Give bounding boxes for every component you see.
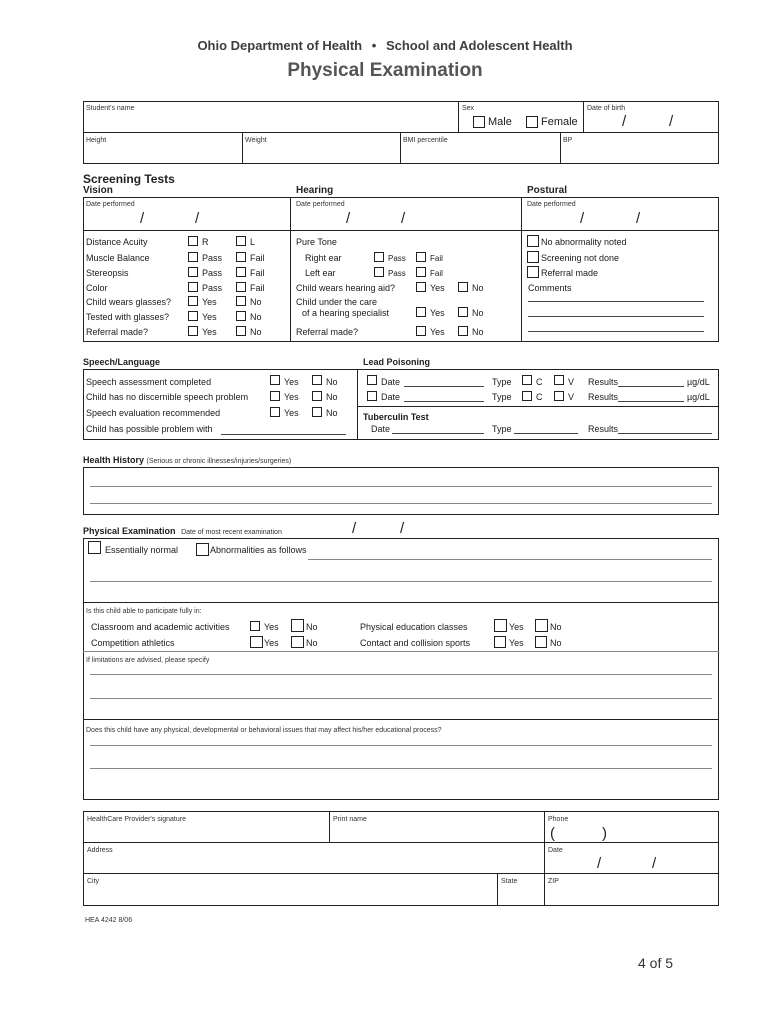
provider-date-slash: /	[597, 855, 602, 872]
contact-yes-checkbox[interactable]	[494, 636, 506, 648]
divider	[83, 602, 719, 603]
vision-opt-b: Fail	[250, 253, 265, 263]
competition-yes-checkbox[interactable]	[250, 636, 263, 648]
height-label: Height	[86, 137, 107, 144]
vision-checkbox-a[interactable]	[188, 311, 198, 321]
zip-label: ZIP	[548, 878, 559, 885]
lead-date-checkbox[interactable]	[367, 375, 377, 385]
postural-title: Postural	[527, 185, 568, 196]
pure-tone-label: Pure Tone	[296, 237, 337, 247]
lead-date-line[interactable]	[404, 401, 484, 402]
phone-paren: (	[550, 825, 555, 842]
contact-no-checkbox[interactable]	[535, 636, 547, 648]
classroom-yes-checkbox[interactable]	[250, 621, 260, 631]
vision-row-label: Tested with glasses?	[86, 312, 170, 322]
health-history-subtitle: (Serious or chronic illnesses/injuries/surgeries)	[146, 458, 292, 465]
divider	[329, 811, 330, 842]
vision-opt-b: Fail	[250, 283, 265, 293]
speech-row-label: Speech evaluation recommended	[86, 408, 221, 418]
divider	[560, 132, 561, 164]
exam-date-slash: /	[400, 520, 405, 537]
yes-label: Yes	[264, 622, 279, 632]
phone-label: Phone	[548, 816, 569, 823]
vision-checkbox-b[interactable]	[236, 282, 246, 292]
screening-not-done-checkbox[interactable]	[527, 251, 539, 263]
vision-title: Vision	[83, 185, 113, 196]
divider	[400, 132, 401, 164]
no-label: No	[326, 408, 338, 418]
under-care-label: Child under the care	[296, 297, 378, 307]
comments-line[interactable]	[528, 331, 704, 332]
header-line1: Ohio Department of Health	[197, 38, 363, 53]
lead-results-label: Results	[588, 377, 619, 387]
female-checkbox[interactable]	[526, 116, 538, 128]
exam-heading	[83, 526, 282, 538]
lead-c-label: C	[536, 377, 543, 387]
postural-date-slash: /	[580, 210, 585, 227]
page-title: Physical Examination	[287, 60, 483, 81]
postural-referral-label: Referral made	[541, 268, 599, 278]
health-history-title: Health History	[83, 455, 145, 465]
right-ear-fail-checkbox[interactable]	[416, 252, 426, 262]
pe-yes-checkbox[interactable]	[494, 619, 507, 632]
screening-title: Screening Tests	[83, 172, 175, 186]
divider	[83, 719, 719, 720]
speech-possible-label: Child has possible problem with	[86, 424, 213, 434]
no-abnormality-label: No abnormality noted	[541, 237, 627, 247]
health-history-box[interactable]	[83, 467, 719, 515]
vision-checkbox-a[interactable]	[188, 282, 198, 292]
comments-line[interactable]	[528, 301, 704, 302]
vision-opt-b: L	[250, 237, 256, 247]
no-abnormality-checkbox[interactable]	[527, 235, 539, 247]
exam-title: Physical Examination	[83, 526, 176, 536]
yes-label: Yes	[430, 327, 445, 337]
lead-results-label: Results	[588, 392, 619, 402]
speech-possible-line[interactable]	[221, 434, 346, 435]
lead-title: Lead Poisoning	[363, 357, 431, 367]
vision-checkbox-b[interactable]	[236, 311, 246, 321]
form-id: HEA 4242 8/06	[85, 917, 133, 924]
hearing-referral-label: Referral made?	[296, 327, 359, 337]
postural-date-label: Date performed	[527, 201, 576, 208]
divider	[497, 873, 498, 906]
vision-checkbox-a[interactable]	[188, 296, 198, 306]
lead-v-label: V	[568, 392, 575, 402]
vision-checkbox-a[interactable]	[188, 326, 198, 336]
vision-checkbox-b[interactable]	[236, 236, 246, 246]
vision-opt-a: R	[202, 237, 209, 247]
weight-label: Weight	[245, 137, 267, 144]
lead-results-line[interactable]	[618, 386, 684, 387]
abnormalities-line[interactable]	[90, 581, 712, 582]
hearing-aid-label: Child wears hearing aid?	[296, 283, 396, 293]
under-care-label-2: of a hearing specialist	[302, 308, 390, 318]
vision-checkbox-a[interactable]	[188, 252, 198, 262]
header-line2: School and Adolescent Health	[385, 38, 573, 53]
fail-label: Fail	[430, 269, 443, 278]
divider	[357, 369, 358, 440]
pass-label: Pass	[388, 269, 406, 278]
speech-yes-checkbox[interactable]	[270, 391, 280, 401]
tb-type-label: Type	[492, 424, 512, 434]
classroom-no-checkbox[interactable]	[291, 619, 304, 632]
hearing-referral-yes-checkbox[interactable]	[416, 326, 426, 336]
hearing-aid-yes-checkbox[interactable]	[416, 282, 426, 292]
provider-box	[83, 811, 719, 906]
print-name-label: Print name	[333, 816, 367, 823]
abnormalities-line[interactable]	[308, 559, 712, 560]
essentially-normal-checkbox[interactable]	[88, 541, 101, 554]
hearing-title: Hearing	[296, 185, 334, 196]
right-ear-pass-checkbox[interactable]	[374, 252, 384, 262]
left-ear-label: Left ear	[305, 268, 336, 278]
tb-results-line[interactable]	[618, 433, 712, 434]
comments-label: Comments	[528, 283, 572, 293]
postural-date-slash: /	[636, 210, 641, 227]
lead-date-label: Date	[381, 392, 401, 402]
yes-label: Yes	[509, 638, 524, 648]
no-label: No	[306, 622, 318, 632]
speech-no-checkbox[interactable]	[312, 391, 322, 401]
vision-opt-a: Yes	[202, 297, 217, 307]
no-label: No	[472, 283, 484, 293]
bmi-label: BMI percentile	[403, 137, 448, 144]
divider	[290, 197, 291, 342]
vision-opt-a: Yes	[202, 327, 217, 337]
left-ear-pass-checkbox[interactable]	[374, 267, 384, 277]
speech-row-label: Child has no discernible speech problem	[86, 392, 249, 402]
health-history-line[interactable]	[90, 486, 712, 487]
yes-label: Yes	[430, 283, 445, 293]
vision-opt-a: Pass	[202, 268, 223, 278]
divider	[458, 101, 459, 132]
no-label: No	[550, 638, 562, 648]
exam-recent-label: Date of most recent examination	[181, 529, 282, 536]
speech-yes-checkbox[interactable]	[270, 375, 280, 385]
specialist-yes-checkbox[interactable]	[416, 307, 426, 317]
lead-v-checkbox[interactable]	[554, 391, 564, 401]
header-bullet: •	[371, 38, 377, 53]
health-history-line[interactable]	[90, 503, 712, 504]
left-ear-fail-checkbox[interactable]	[416, 267, 426, 277]
speech-title: Speech/Language	[83, 357, 161, 367]
divider	[83, 132, 719, 133]
lead-c-label: C	[536, 392, 543, 402]
right-ear-label: Right ear	[305, 253, 342, 263]
vision-checkbox-b[interactable]	[236, 267, 246, 277]
yes-label: Yes	[509, 622, 524, 632]
lead-results-line[interactable]	[618, 401, 684, 402]
lead-c-checkbox[interactable]	[522, 391, 532, 401]
vision-date-label: Date performed	[86, 201, 135, 208]
vision-date-slash: /	[140, 210, 145, 227]
no-label: No	[550, 622, 562, 632]
female-label: Female	[541, 116, 578, 128]
lead-date-label: Date	[381, 377, 401, 387]
lead-v-label: V	[568, 377, 575, 387]
speech-row-label: Speech assessment completed	[86, 377, 212, 387]
vision-row-label: Muscle Balance	[86, 253, 150, 263]
sex-label: Sex	[462, 105, 475, 112]
hearing-referral-no-checkbox[interactable]	[458, 326, 468, 336]
divider	[83, 651, 719, 652]
fail-label: Fail	[430, 254, 443, 263]
no-label: No	[472, 308, 484, 318]
city-label: City	[87, 878, 100, 885]
page-number: 4 of 5	[638, 955, 674, 971]
comments-line[interactable]	[528, 316, 704, 317]
pe-label: Physical education classes	[360, 622, 468, 632]
limitations-label: If limitations are advised, please specify	[86, 657, 210, 664]
competition-label: Competition athletics	[91, 638, 175, 648]
divider	[83, 842, 719, 843]
lead-date-checkbox[interactable]	[367, 391, 377, 401]
vision-row-label: Color	[86, 283, 108, 293]
divider	[83, 873, 719, 874]
classroom-label: Classroom and academic activities	[91, 622, 230, 632]
vision-opt-b: No	[250, 327, 262, 337]
tb-date-line[interactable]	[392, 433, 484, 434]
vision-opt-a: Yes	[202, 312, 217, 322]
no-label: No	[326, 392, 338, 402]
vision-checkbox-a[interactable]	[188, 267, 198, 277]
hearing-aid-no-checkbox[interactable]	[458, 282, 468, 292]
provider-date-slash: /	[652, 855, 657, 872]
speech-no-checkbox[interactable]	[312, 407, 322, 417]
tb-title: Tuberculin Test	[363, 412, 429, 422]
divider	[357, 406, 719, 407]
lead-type-label: Type	[492, 392, 512, 402]
student-name-label: Student's name	[86, 105, 135, 112]
limitations-line[interactable]	[90, 698, 712, 699]
no-label: No	[326, 377, 338, 387]
exam-participation-box	[83, 538, 719, 800]
lead-v-checkbox[interactable]	[554, 375, 564, 385]
yes-label: Yes	[264, 638, 279, 648]
participate-title: Is this child able to participate fully in:	[86, 608, 202, 615]
pe-no-checkbox[interactable]	[535, 619, 548, 632]
tb-results-label: Results	[588, 424, 619, 434]
hearing-date-label: Date performed	[296, 201, 345, 208]
vision-row-label: Referral made?	[86, 327, 149, 337]
vision-opt-b: Fail	[250, 268, 265, 278]
yes-label: Yes	[284, 392, 299, 402]
address-label: Address	[87, 847, 113, 854]
divider	[83, 230, 719, 231]
vision-checkbox-a[interactable]	[188, 236, 198, 246]
lead-c-checkbox[interactable]	[522, 375, 532, 385]
essentially-normal-label: Essentially normal	[105, 545, 179, 555]
contact-label: Contact and collision sports	[360, 638, 471, 648]
issues-question: Does this child have any physical, developmental or behavioral issues that may affect his/her educational process?	[86, 727, 442, 734]
health-history-heading	[83, 455, 291, 467]
specialist-no-checkbox[interactable]	[458, 307, 468, 317]
tb-type-line[interactable]	[514, 433, 578, 434]
postural-referral-checkbox[interactable]	[527, 266, 539, 278]
screening-not-done-label: Screening not done	[541, 253, 620, 263]
vision-row-label: Child wears glasses?	[86, 297, 172, 307]
bp-label: BP	[563, 137, 573, 144]
vision-checkbox-b[interactable]	[236, 296, 246, 306]
state-label: State	[501, 878, 518, 885]
tb-date-label: Date	[371, 424, 391, 434]
hearing-date-slash: /	[401, 210, 406, 227]
yes-label: Yes	[284, 408, 299, 418]
abnormalities-checkbox[interactable]	[196, 543, 209, 556]
speech-no-checkbox[interactable]	[312, 375, 322, 385]
divider	[521, 197, 522, 342]
vision-row-label: Stereopsis	[86, 268, 129, 278]
male-checkbox[interactable]	[473, 116, 485, 128]
dob-slash: /	[669, 113, 674, 130]
lead-unit: µg/dL	[687, 377, 710, 387]
header-agency	[0, 38, 770, 53]
vision-opt-b: No	[250, 312, 262, 322]
divider	[544, 811, 545, 906]
issues-line[interactable]	[90, 745, 712, 746]
limitations-line[interactable]	[90, 674, 712, 675]
dob-slash: /	[622, 113, 627, 130]
phone-paren: )	[602, 825, 607, 842]
male-label: Male	[488, 116, 512, 128]
lead-date-line[interactable]	[404, 386, 484, 387]
competition-no-checkbox[interactable]	[291, 636, 304, 648]
vision-row-label: Distance Acuity	[86, 237, 148, 247]
vision-opt-b: No	[250, 297, 262, 307]
lead-type-label: Type	[492, 377, 512, 387]
vision-checkbox-b[interactable]	[236, 326, 246, 336]
pass-label: Pass	[388, 254, 406, 263]
exam-date-slash: /	[352, 520, 357, 537]
divider	[242, 132, 243, 164]
provider-date-label: Date	[548, 847, 563, 854]
vision-date-slash: /	[195, 210, 200, 227]
dob-label: Date of birth	[587, 105, 626, 112]
vision-checkbox-b[interactable]	[236, 252, 246, 262]
abnormalities-label: Abnormalities as follows	[210, 545, 307, 555]
yes-label: Yes	[284, 377, 299, 387]
divider	[583, 101, 584, 132]
speech-yes-checkbox[interactable]	[270, 407, 280, 417]
hearing-date-slash: /	[346, 210, 351, 227]
vision-opt-a: Pass	[202, 253, 223, 263]
issues-line[interactable]	[90, 768, 712, 769]
no-label: No	[472, 327, 484, 337]
vision-opt-a: Pass	[202, 283, 223, 293]
signature-label: HealthCare Provider's signature	[87, 816, 186, 823]
no-label: No	[306, 638, 318, 648]
yes-label: Yes	[430, 308, 445, 318]
lead-unit: µg/dL	[687, 392, 710, 402]
